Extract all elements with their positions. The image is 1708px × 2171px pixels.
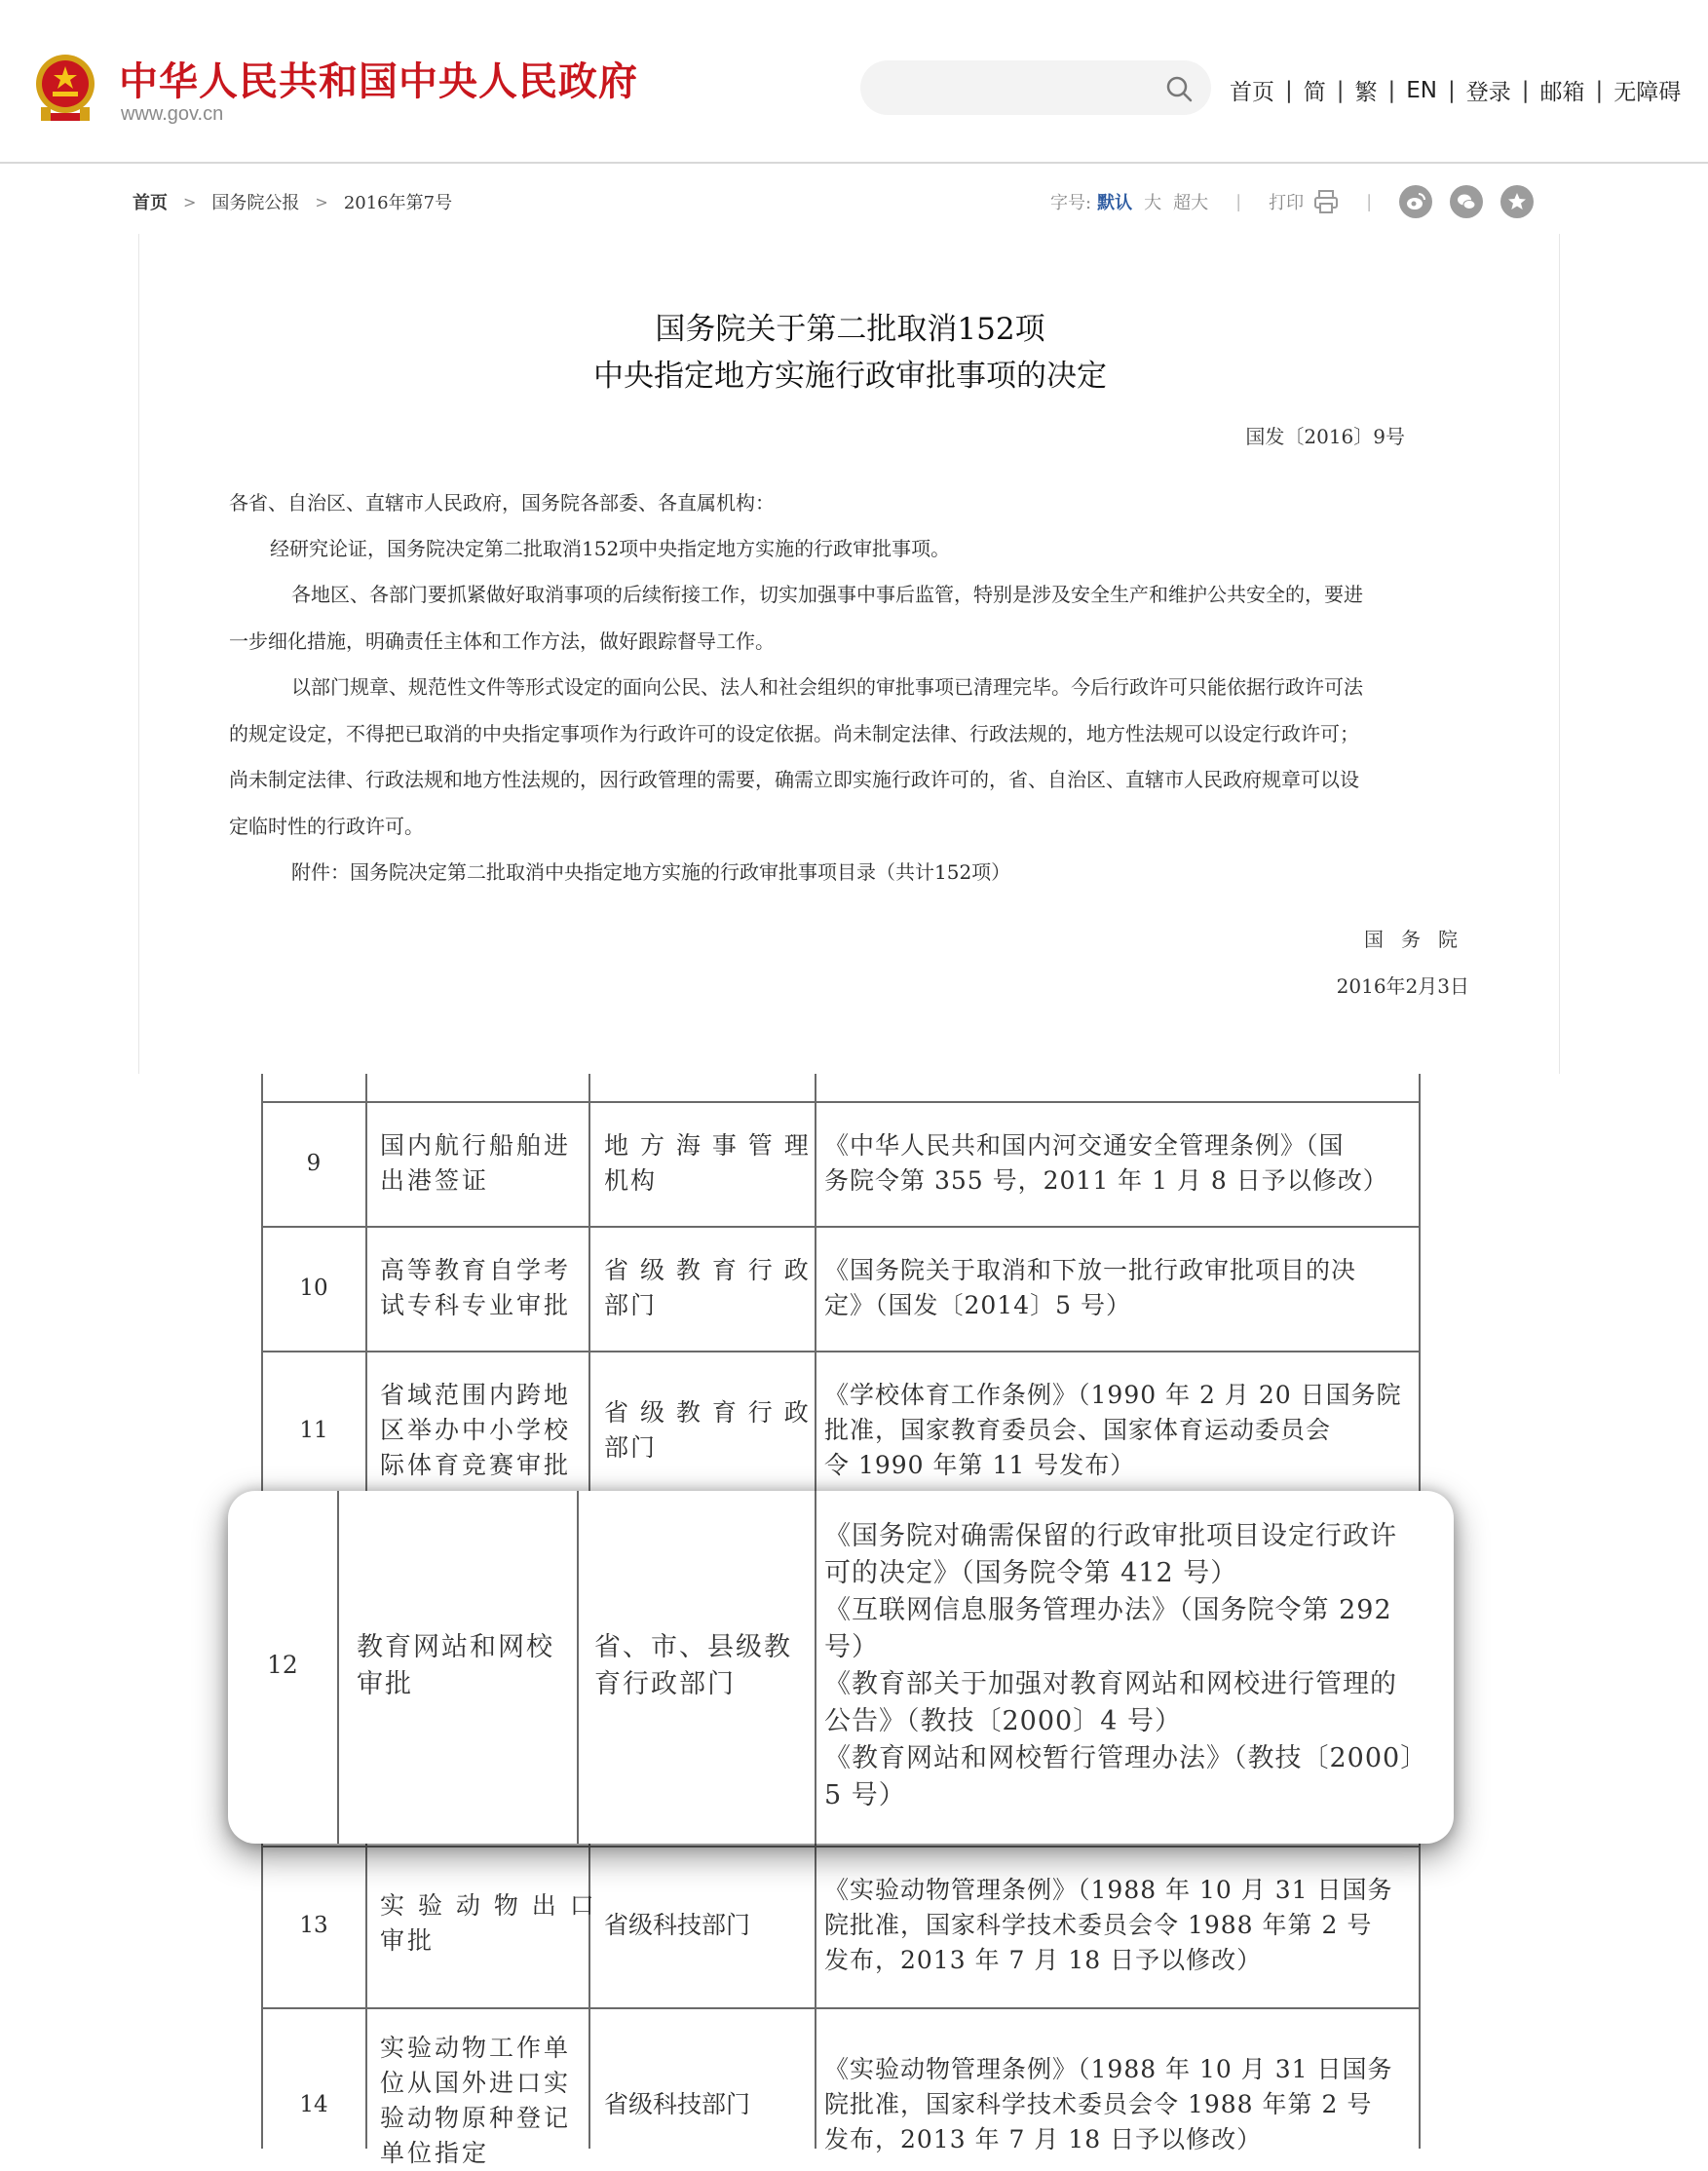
tools-divider: |	[1235, 191, 1242, 212]
item-department	[604, 1128, 811, 1199]
paragraph: 的规定设定，不得把已取消的中央指定事项作为行政许可的设定依据。尚未制定法律、行政法规的，地方性法规可以设定行政许可；	[229, 722, 1359, 745]
print-label[interactable]: 打印	[1269, 193, 1305, 213]
row-number: 14	[299, 2092, 328, 2117]
site-header	[0, 0, 1708, 164]
nav-mailbox[interactable]: 邮箱	[1539, 80, 1585, 105]
nav-separator: |	[1336, 77, 1345, 103]
table-border	[261, 1351, 1421, 1352]
item-basis-line: 《国务院对确需保留的行政审批项目设定行政许	[824, 1521, 1397, 1551]
paragraph: 一步细化措施，明确责任主体和工作方法，做好跟踪督导工作。	[229, 629, 775, 653]
nav-simplified[interactable]: 简	[1303, 80, 1326, 105]
document-number: 国发〔2016〕9号	[1245, 425, 1405, 448]
paragraph: 各地区、各部门要抓紧做好取消事项的后续衔接工作，切实加强事中事后监管，特别是涉及安全生产和维护公共安全的，要进	[291, 583, 1363, 606]
article-panel	[138, 234, 1560, 1074]
table-border	[261, 1846, 1421, 1847]
item-basis-line: 发布，2013 年 7 月 18 日予以修改）	[824, 1946, 1263, 1974]
font-size-default[interactable]: 默认	[1097, 193, 1133, 213]
item-name-line: 国内航行船舶进	[380, 1131, 572, 1160]
table-border	[261, 2007, 1421, 2009]
item-department-line: 机构	[604, 1166, 658, 1195]
item-department	[604, 1908, 750, 1943]
search-input[interactable]	[882, 70, 1155, 105]
search-box	[860, 60, 1211, 115]
item-basis-line: 公告》（教技〔2000〕4 号）	[824, 1706, 1182, 1736]
font-size-large[interactable]: 大	[1144, 193, 1162, 213]
salutation: 各省、自治区、直辖市人民政府，国务院各部委、各直属机构：	[229, 491, 775, 514]
item-department	[604, 1395, 811, 1466]
item-basis-line: 《学校体育工作条例》（1990 年 2 月 20 日国务院	[824, 1381, 1402, 1409]
breadcrumb-issue: 2016年第7号	[343, 193, 453, 213]
item-name-line: 审批	[357, 1669, 413, 1699]
table-border	[815, 1491, 816, 1844]
item-basis-line: 《实验动物管理条例》（1988 年 10 月 31 日国务	[824, 2055, 1393, 2083]
nav-separator: |	[1595, 77, 1604, 103]
item-basis-line: 《中华人民共和国内河交通安全管理条例》（国	[824, 1131, 1345, 1160]
nav-home[interactable]: 首页	[1230, 80, 1274, 105]
item-name	[380, 1888, 597, 1959]
nav-login[interactable]: 登录	[1465, 80, 1511, 105]
row-number: 10	[299, 1276, 328, 1301]
item-basis-line: 院批准，国家科学技术委员会令 1988 年第 2 号	[824, 2090, 1373, 2118]
item-name	[380, 1378, 571, 1483]
item-department-line: 部门	[604, 1433, 658, 1462]
print-icon[interactable]	[1313, 190, 1339, 213]
font-size-label: 字号:	[1050, 193, 1092, 213]
item-name-line: 试专科专业审批	[380, 1291, 572, 1319]
table-border	[337, 1491, 339, 1844]
item-basis-line: 《国务院关于取消和下放一批行政审批项目的决	[824, 1256, 1357, 1284]
item-name-line: 位从国外进口实	[380, 2069, 572, 2097]
sign-date: 2016年2月3日	[1336, 974, 1469, 998]
chevron-right-icon: >	[183, 192, 197, 211]
item-department	[604, 2087, 750, 2122]
row-number: 12	[267, 1651, 298, 1679]
site-title[interactable]: 中华人民共和国中央人民政府	[119, 59, 638, 104]
item-name-line: 省域范围内跨地	[380, 1381, 572, 1409]
table-border	[577, 1491, 579, 1844]
item-legal-basis	[824, 1518, 1427, 1814]
item-department-line: 省级科技部门	[604, 2090, 751, 2118]
item-name-line: 出港签证	[380, 1166, 490, 1195]
nav-separator: |	[1387, 77, 1396, 103]
search-icon[interactable]	[1164, 74, 1194, 103]
item-department	[594, 1629, 792, 1703]
item-department-line: 省 级 教 育 行 政	[604, 1256, 811, 1284]
item-department-line: 省 级 教 育 行 政	[604, 1398, 811, 1427]
article-tools	[1050, 185, 1534, 218]
item-name-line: 高等教育自学考	[380, 1256, 572, 1284]
attachment-line[interactable]: 附件：国务院决定第二批取消中央指定地方实施的行政审批事项目录（共计152项）	[291, 860, 1011, 884]
favorite-star-icon[interactable]	[1500, 185, 1534, 218]
paragraph: 经研究论证，国务院决定第二批取消152项中央指定地方实施的行政审批事项。	[270, 537, 951, 560]
item-name-line: 教育网站和网校	[357, 1632, 554, 1662]
item-name	[357, 1629, 554, 1703]
wechat-icon[interactable]	[1450, 185, 1483, 218]
item-name-line: 际体育竞赛审批	[380, 1451, 572, 1479]
document-title-line2: 中央指定地方实施行政审批事项的决定	[593, 359, 1107, 394]
item-basis-line: 定》（国发〔2014〕5 号）	[824, 1291, 1131, 1319]
tools-divider: |	[1366, 191, 1373, 212]
nav-separator: |	[1521, 77, 1530, 103]
nav-separator: |	[1448, 77, 1456, 103]
item-basis-line: 发布，2013 年 7 月 18 日予以修改）	[824, 2125, 1263, 2153]
nav-traditional[interactable]: 繁	[1354, 80, 1378, 105]
item-name-line: 审批	[380, 1926, 436, 1955]
item-name-line: 实验动物工作单	[380, 2034, 572, 2062]
item-name	[380, 1128, 571, 1199]
item-name	[380, 1253, 571, 1323]
signer: 国务院	[1364, 928, 1475, 951]
national-emblem-icon[interactable]	[31, 51, 99, 127]
item-basis-line: 《教育网站和网校暂行管理办法》（教技〔2000〕	[824, 1743, 1428, 1773]
nav-separator: |	[1285, 77, 1293, 103]
highlighted-row-card	[228, 1491, 1454, 1844]
item-department-line: 省、市、县级教	[594, 1632, 792, 1662]
item-legal-basis	[824, 1253, 1356, 1323]
weibo-icon[interactable]	[1399, 185, 1432, 218]
nav-accessibility[interactable]: 无障碍	[1613, 80, 1682, 105]
table-border	[261, 1101, 1421, 1103]
row-number: 9	[306, 1151, 322, 1176]
table-border	[261, 1226, 1421, 1228]
item-legal-basis	[824, 1378, 1402, 1483]
item-department-line: 省级科技部门	[604, 1911, 751, 1939]
item-department-line: 育行政部门	[594, 1669, 736, 1699]
chevron-right-icon: >	[315, 192, 328, 211]
breadcrumb	[133, 189, 452, 214]
item-name	[380, 2031, 571, 2171]
document-title-line1: 国务院关于第二批取消152项	[655, 312, 1045, 347]
item-basis-line: 号）	[824, 1632, 879, 1662]
item-legal-basis	[824, 1873, 1392, 1978]
top-nav	[1230, 74, 1681, 106]
item-name-line: 验动物原种登记	[380, 2104, 572, 2132]
site-domain: www.gov.cn	[121, 103, 224, 125]
item-basis-line: 《实验动物管理条例》（1988 年 10 月 31 日国务	[824, 1876, 1393, 1904]
paragraph: 尚未制定法律、行政法规和地方性法规的，因行政管理的需要，确需立即实施行政许可的，省、自治区、直辖市人民政府规章可以设	[229, 768, 1359, 791]
item-basis-line: 可的决定》（国务院令第 412 号）	[824, 1558, 1238, 1588]
item-basis-line: 《互联网信息服务管理办法》（国务院令第 292	[824, 1595, 1392, 1625]
item-basis-line: 《教育部关于加强对教育网站和网校进行管理的	[824, 1669, 1397, 1699]
item-legal-basis	[824, 2052, 1392, 2157]
item-department-line: 部门	[604, 1291, 658, 1319]
item-basis-line: 务院令第 355 号，2011 年 1 月 8 日予以修改）	[824, 1166, 1388, 1195]
paragraph: 以部门规章、规范性文件等形式设定的面向公民、法人和社会组织的审批事项已清理完毕。今后行政许可只能依据行政许可法	[291, 675, 1363, 699]
item-name-line: 区举办中小学校	[380, 1416, 572, 1444]
item-name-line: 单位指定	[380, 2139, 490, 2167]
item-department	[604, 1253, 811, 1323]
item-legal-basis	[824, 1128, 1388, 1199]
item-basis-line: 批准，国家教育委员会、国家体育运动委员会	[824, 1416, 1332, 1444]
row-number: 11	[299, 1418, 328, 1443]
breadcrumb-home[interactable]: 首页	[133, 193, 168, 213]
item-basis-line: 令 1990 年第 11 号发布）	[824, 1451, 1136, 1479]
nav-english[interactable]: EN	[1406, 77, 1437, 103]
font-size-xlarge[interactable]: 超大	[1173, 193, 1209, 213]
row-number: 13	[299, 1913, 328, 1938]
item-department-line: 地 方 海 事 管 理	[604, 1131, 811, 1160]
item-basis-line: 院批准，国家科学技术委员会令 1988 年第 2 号	[824, 1911, 1373, 1939]
item-basis-line: 5 号）	[824, 1780, 906, 1810]
breadcrumb-gazette[interactable]: 国务院公报	[211, 193, 300, 213]
item-name-line: 实 验 动 物 出 口	[380, 1891, 597, 1920]
paragraph: 定临时性的行政许可。	[229, 815, 424, 838]
